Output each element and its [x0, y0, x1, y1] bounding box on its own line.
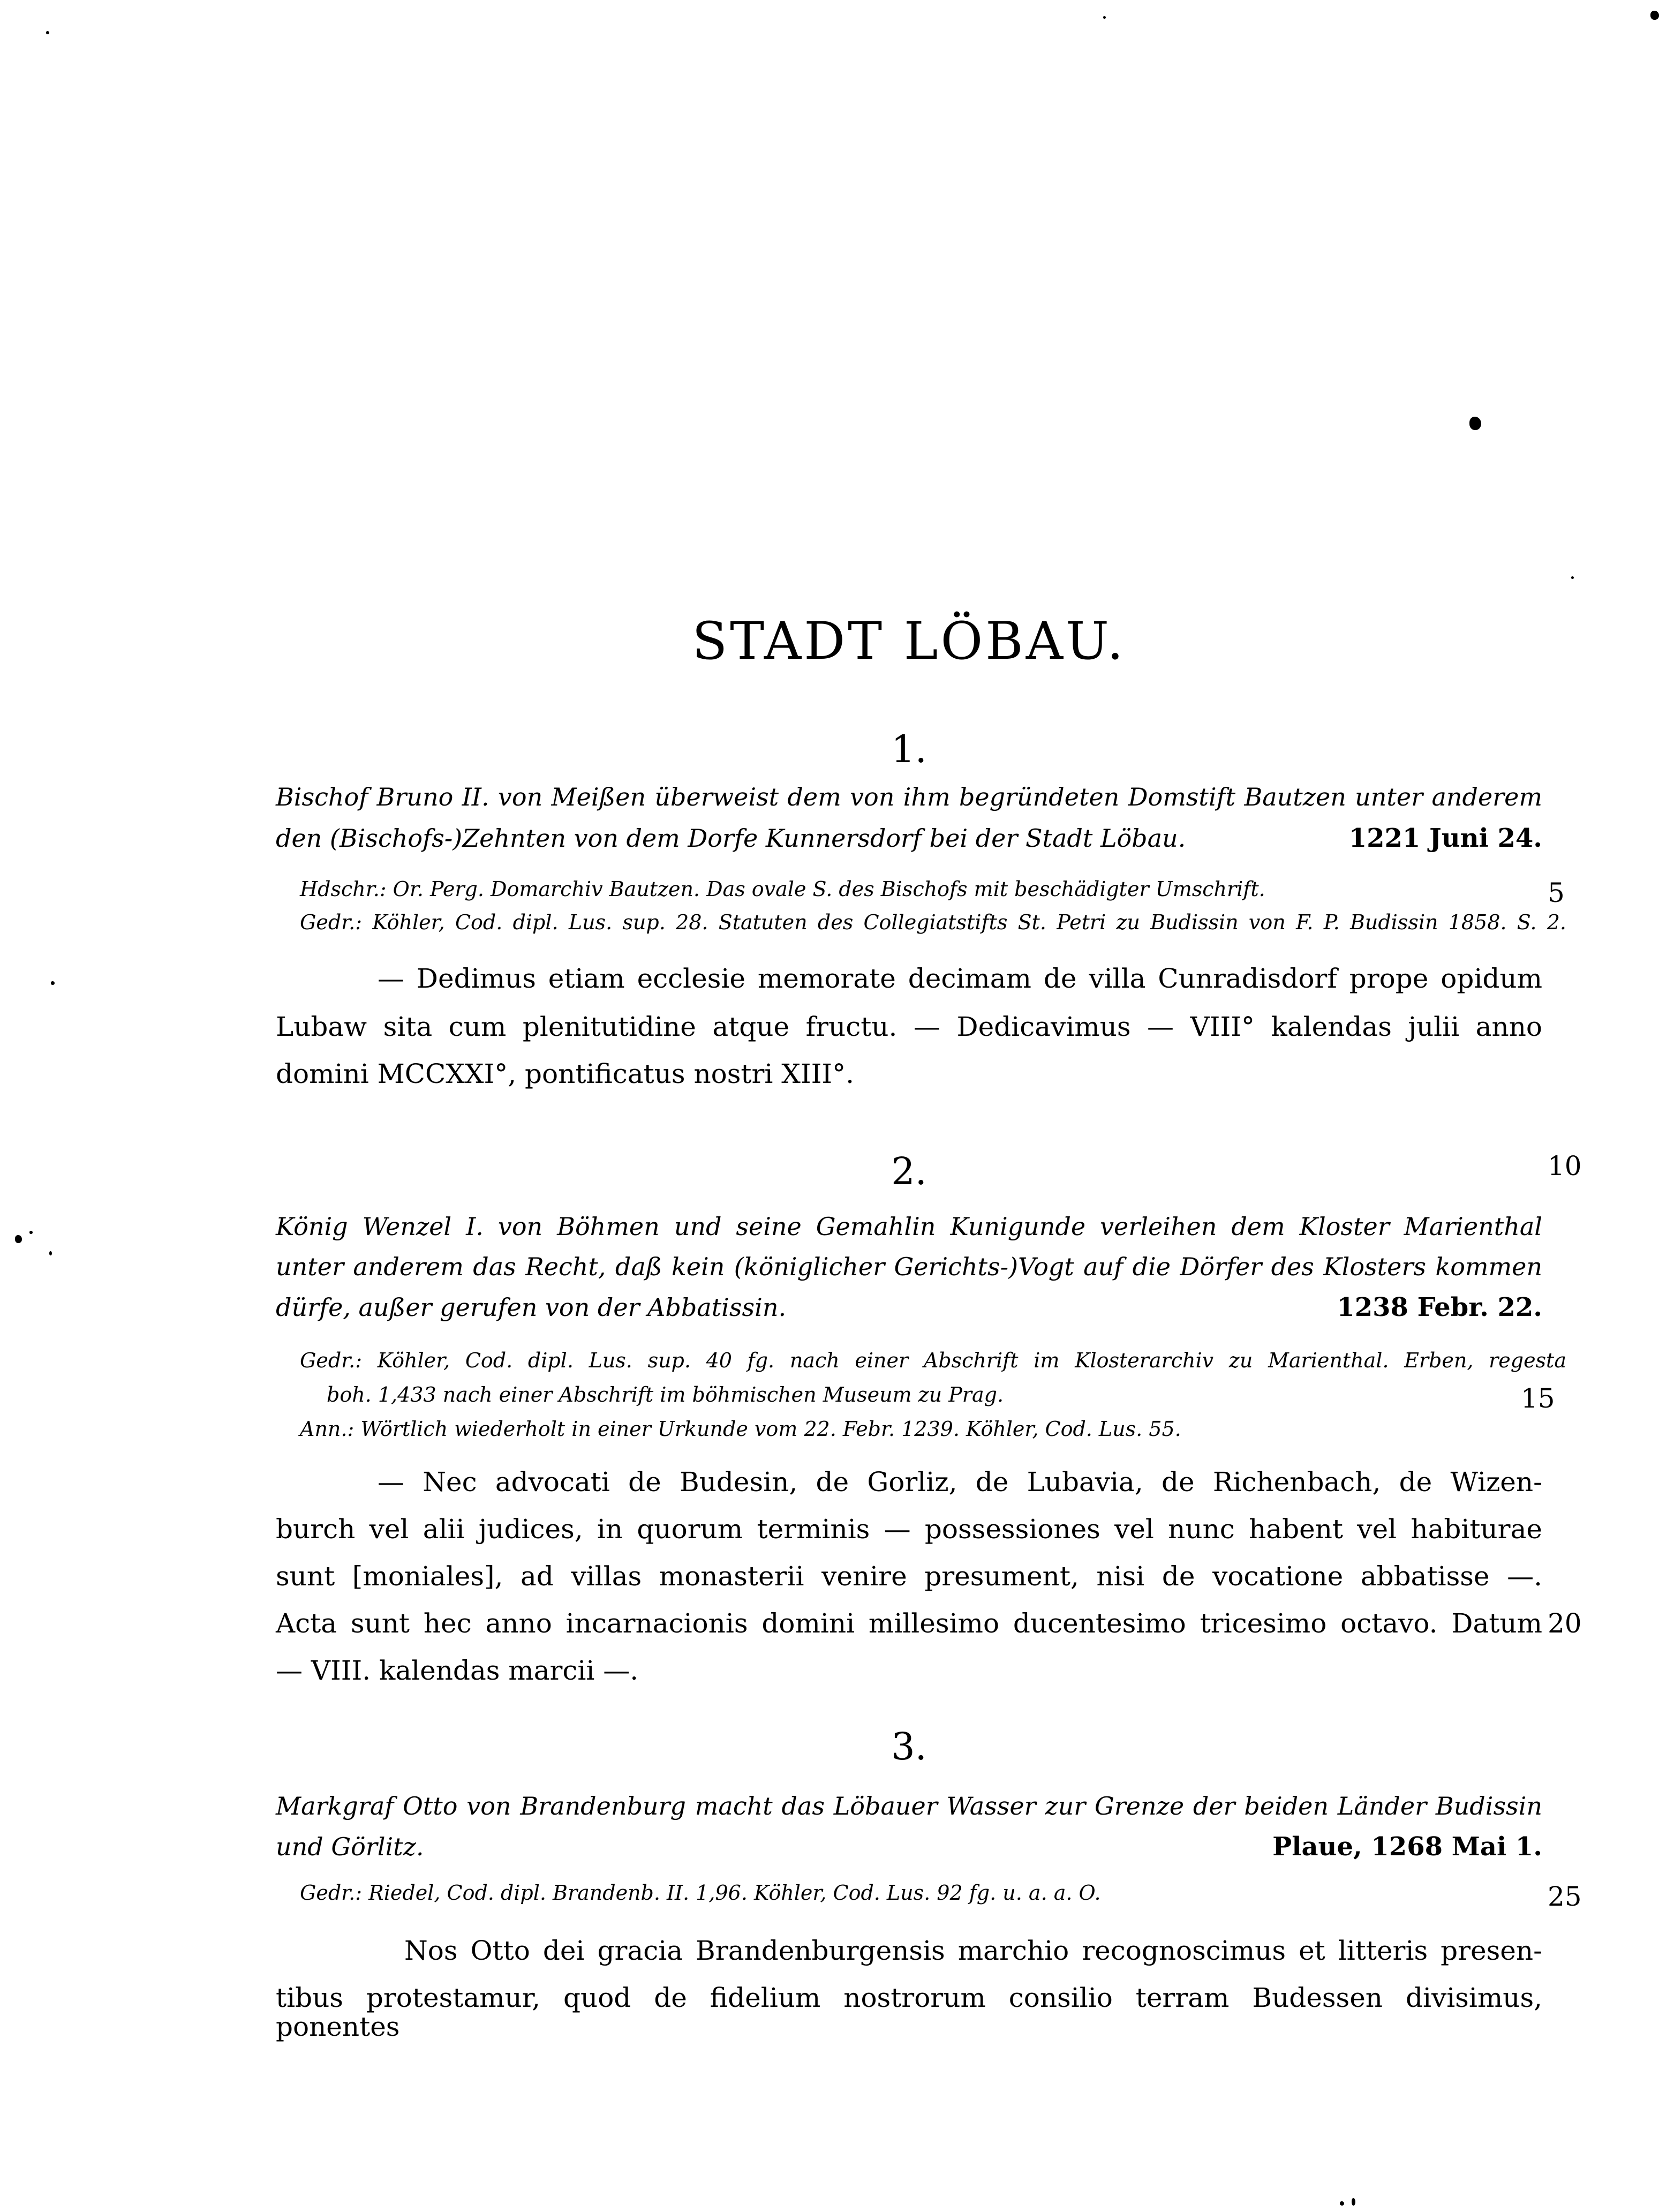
entry3-source-line1	[276, 1881, 1582, 1912]
ink-speck	[1352, 2198, 1355, 2206]
entry1-source-text1: Hdschr.: Or. Perg. Domarchiv Bautzen. Das ovale S. des Bischofs mit beschädigter Umschrift.	[300, 877, 1265, 901]
entry1-source-line1	[276, 877, 1566, 908]
ink-speck	[49, 1251, 52, 1255]
entry-number-1: 1.	[891, 727, 927, 771]
entry3-body-line2: tibus protestamur, quod de fidelium nostrorum consilio terram Budessen divisimus, ponentes	[276, 1982, 1542, 2042]
entry2-headline-line1: König Wenzel I. von Böhmen und seine Gemahlin Kunigunde verleihen dem Kloster Marienthal	[276, 1212, 1542, 1241]
entry1-body-line2: Lubaw sita cum plenitutidine atque fructu. — Dedicavimus — VIII° kalendas julii anno	[276, 1011, 1542, 1042]
ink-speck	[1571, 576, 1574, 579]
ink-speck	[1103, 16, 1106, 19]
entry1-body-line3: domini MCCXXI°, pontificatus nostri XIII°.	[276, 1058, 855, 1089]
ink-speck	[29, 1231, 33, 1234]
entry2-body-line5: — VIII. kalendas marcii —.	[276, 1655, 639, 1686]
entry2-number-text: 2.	[891, 1149, 927, 1193]
entry2-headline-line2: unter anderem das Recht, daß kein (königlicher Gerichts-)Vogt auf die Dörfer des Klosters kommen	[276, 1252, 1542, 1281]
entry2-body-line2: burch vel alii judices, in quorum terminis — possessiones vel nunc habent vel habiturae	[276, 1514, 1542, 1545]
entry3-source-text1: Gedr.: Riedel, Cod. dipl. Brandenb. II. 1,96. Köhler, Cod. Lus. 92 fg. u. a. a. O.	[300, 1881, 1101, 1905]
entry2-headline-line3	[276, 1294, 1542, 1322]
margin-line-number-15: 15	[1521, 1383, 1555, 1414]
entry1-body-line1: — Dedimus etiam ecclesie memorate decimam de villa Cunradisdorf prope opidum	[378, 963, 1542, 994]
ink-speck	[15, 1235, 22, 1243]
entry-number-2	[276, 1149, 1582, 1193]
margin-line-number-25: 25	[1548, 1881, 1582, 1912]
entry2-body-line3: sunt [moniales], ad villas monasterii venire presument, nisi de vocatione abbatisse —.	[276, 1561, 1542, 1592]
ink-speck	[1650, 11, 1659, 20]
entry1-headline-text: den (Bischofs-)Zehnten von dem Dorfe Kunnersdorf bei der Stadt Löbau.	[276, 824, 1186, 853]
margin-line-number-20: 20	[1548, 1608, 1582, 1639]
entry2-body-text4: Acta sunt hec anno incarnacionis domini millesimo ducentesimo tricesimo octavo. Datum	[276, 1608, 1542, 1639]
ink-speck	[1469, 417, 1481, 430]
margin-line-number-10: 10	[1548, 1150, 1582, 1182]
entry3-body-line1: Nos Otto dei gracia Brandenburgensis marchio recognoscimus et litteris presen-	[404, 1935, 1542, 1966]
margin-line-number-5: 5	[1548, 877, 1565, 908]
entry1-source-line2: Gedr.: Köhler, Cod. dipl. Lus. sup. 28. Statuten des Collegiatstifts St. Petri zu Budissin von F. P. Budissin 1858. S. 2.	[300, 911, 1566, 934]
entry2-source-line1: Gedr.: Köhler, Cod. dipl. Lus. sup. 40 fg. nach einer Abschrift im Klosterarchiv zu Marienthal. Erben, regesta	[300, 1349, 1566, 1372]
entry2-body-line1: — Nec advocati de Budesin, de Gorliz, de Lubavia, de Richenbach, de Wizen-	[378, 1466, 1542, 1498]
entry3-headline-line2	[276, 1833, 1542, 1861]
entry2-source-line2	[276, 1383, 1593, 1414]
entry1-date: 1221 Juni 24.	[1348, 823, 1542, 853]
entry3-date: Plaue, 1268 Mai 1.	[1272, 1832, 1542, 1862]
ink-speck	[46, 31, 49, 34]
ink-speck	[51, 981, 55, 985]
entry2-source-line3: Ann.: Wörtlich wiederholt in einer Urkunde vom 22. Febr. 1239. Köhler, Cod. Lus. 55.	[300, 1417, 1181, 1441]
entry-number-3: 3.	[891, 1725, 927, 1769]
entry1-headline-line1: Bischof Bruno II. von Meißen überweist dem von ihm begründeten Domstift Bautzen unter anderem	[276, 783, 1542, 811]
entry2-source-text2: boh. 1,433 nach einer Abschrift im böhmischen Museum zu Prag.	[327, 1383, 1004, 1406]
entry2-body-line4	[276, 1608, 1582, 1639]
entry3-headline-text: und Görlitz.	[276, 1832, 424, 1861]
entry2-headline-text: dürfe, außer gerufen von der Abbatissin.	[276, 1293, 787, 1322]
page-title: STADT LÖBAU.	[692, 611, 1126, 671]
ink-speck	[1340, 2201, 1344, 2206]
entry2-date: 1238 Febr. 22.	[1337, 1292, 1542, 1322]
entry1-headline-line2	[276, 825, 1542, 853]
entry3-headline-line1: Markgraf Otto von Brandenburg macht das Löbauer Wasser zur Grenze der beiden Länder Budissin	[276, 1792, 1542, 1820]
